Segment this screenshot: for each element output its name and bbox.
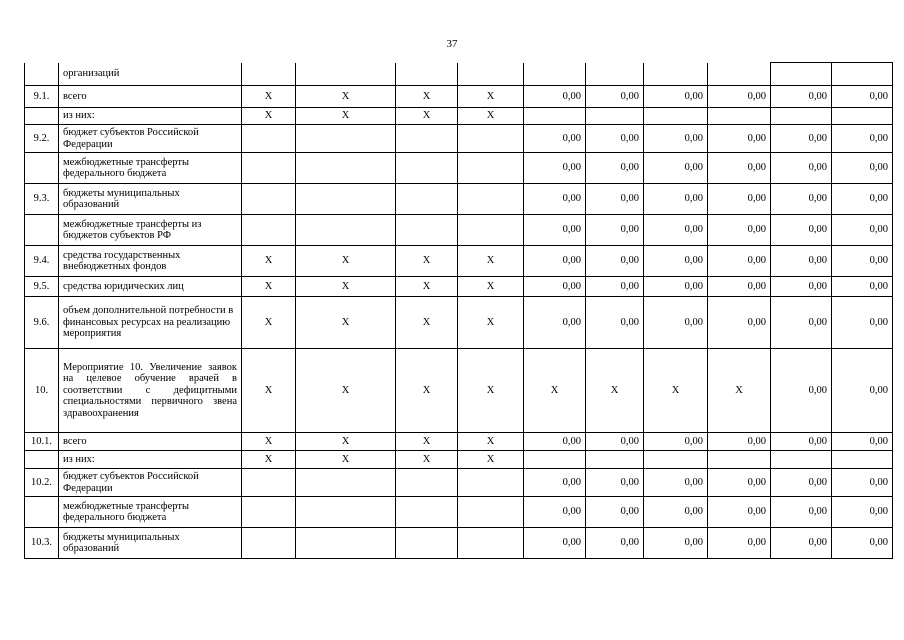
value-cell: X — [396, 349, 458, 433]
row-number-cell: 9.4. — [25, 246, 59, 277]
value-cell — [458, 184, 524, 215]
table-row — [25, 497, 893, 528]
value-cell: 0,00 — [832, 153, 893, 184]
value-cell: 0,00 — [771, 297, 832, 349]
value-cell — [296, 469, 396, 497]
value-cell: X — [296, 277, 396, 297]
value-cell: 0,00 — [771, 349, 832, 433]
row-name-cell: бюджет субъектов Российской Федерации — [59, 469, 242, 497]
value-cell: X — [458, 451, 524, 469]
value-cell: X — [458, 433, 524, 451]
value-cell: 0,00 — [644, 297, 708, 349]
value-cell — [458, 469, 524, 497]
value-cell — [458, 153, 524, 184]
value-cell: X — [296, 297, 396, 349]
value-cell: 0,00 — [832, 469, 893, 497]
value-cell: 0,00 — [524, 433, 586, 451]
value-cell — [708, 451, 771, 469]
value-cell: 0,00 — [771, 86, 832, 108]
value-cell: 0,00 — [524, 297, 586, 349]
row-number-cell — [25, 63, 59, 86]
value-cell: 0,00 — [644, 215, 708, 246]
value-cell: 0,00 — [586, 125, 644, 153]
row-number-cell — [25, 497, 59, 528]
value-cell: X — [242, 451, 296, 469]
value-cell — [296, 63, 396, 86]
value-cell — [458, 497, 524, 528]
row-number-cell: 9.3. — [25, 184, 59, 215]
row-number-cell — [25, 153, 59, 184]
value-cell: 0,00 — [586, 297, 644, 349]
value-cell: 0,00 — [586, 153, 644, 184]
value-cell — [644, 63, 708, 86]
value-cell: 0,00 — [586, 433, 644, 451]
value-cell: 0,00 — [708, 528, 771, 559]
value-cell — [458, 528, 524, 559]
value-cell — [296, 528, 396, 559]
value-cell: X — [242, 277, 296, 297]
table-row — [25, 297, 893, 349]
value-cell — [296, 497, 396, 528]
value-cell: 0,00 — [708, 153, 771, 184]
table-row — [25, 153, 893, 184]
value-cell: 0,00 — [771, 153, 832, 184]
value-cell — [296, 153, 396, 184]
value-cell: 0,00 — [524, 469, 586, 497]
value-cell — [396, 184, 458, 215]
value-cell: X — [644, 349, 708, 433]
value-cell: X — [458, 297, 524, 349]
value-cell: 0,00 — [771, 246, 832, 277]
value-cell: 0,00 — [708, 215, 771, 246]
value-cell: 0,00 — [771, 184, 832, 215]
table-row — [25, 277, 893, 297]
table-row — [25, 349, 893, 433]
value-cell: X — [296, 86, 396, 108]
row-number-cell: 9.2. — [25, 125, 59, 153]
value-cell — [832, 108, 893, 125]
value-cell: 0,00 — [832, 215, 893, 246]
value-cell — [524, 108, 586, 125]
value-cell: 0,00 — [771, 497, 832, 528]
value-cell: 0,00 — [586, 246, 644, 277]
value-cell: X — [296, 433, 396, 451]
value-cell: X — [396, 433, 458, 451]
value-cell: 0,00 — [708, 86, 771, 108]
value-cell: 0,00 — [832, 528, 893, 559]
value-cell — [708, 108, 771, 125]
value-cell: 0,00 — [586, 497, 644, 528]
value-cell: 0,00 — [771, 433, 832, 451]
value-cell — [296, 184, 396, 215]
value-cell: X — [458, 349, 524, 433]
value-cell: 0,00 — [524, 125, 586, 153]
value-cell — [296, 215, 396, 246]
value-cell — [242, 153, 296, 184]
value-cell — [396, 63, 458, 86]
value-cell: X — [458, 108, 524, 125]
value-cell: 0,00 — [832, 433, 893, 451]
value-cell: 0,00 — [708, 184, 771, 215]
value-cell: 0,00 — [832, 277, 893, 297]
value-cell — [524, 451, 586, 469]
value-cell — [396, 153, 458, 184]
row-number-cell: 9.5. — [25, 277, 59, 297]
financing-table — [24, 62, 893, 559]
value-cell: 0,00 — [644, 153, 708, 184]
row-name-cell: средства юридических лиц — [59, 277, 242, 297]
value-cell — [771, 108, 832, 125]
value-cell: X — [242, 86, 296, 108]
value-cell: 0,00 — [586, 86, 644, 108]
table-row — [25, 184, 893, 215]
value-cell: 0,00 — [832, 349, 893, 433]
value-cell: 0,00 — [644, 184, 708, 215]
value-cell — [586, 108, 644, 125]
row-name-cell: бюджет субъектов Российской Федерации — [59, 125, 242, 153]
value-cell — [458, 215, 524, 246]
value-cell: 0,00 — [832, 497, 893, 528]
value-cell: X — [296, 246, 396, 277]
row-number-cell: 10. — [25, 349, 59, 433]
row-name-cell: из них: — [59, 108, 242, 125]
value-cell: X — [242, 433, 296, 451]
value-cell — [396, 215, 458, 246]
value-cell: 0,00 — [586, 184, 644, 215]
row-name-cell: всего — [59, 86, 242, 108]
table-row — [25, 433, 893, 451]
row-number-cell: 9.6. — [25, 297, 59, 349]
value-cell — [458, 63, 524, 86]
row-number-cell — [25, 451, 59, 469]
value-cell: 0,00 — [708, 469, 771, 497]
value-cell — [242, 497, 296, 528]
value-cell: X — [708, 349, 771, 433]
value-cell — [586, 63, 644, 86]
value-cell: 0,00 — [771, 215, 832, 246]
value-cell — [771, 451, 832, 469]
value-cell: X — [396, 451, 458, 469]
value-cell: 0,00 — [832, 246, 893, 277]
value-cell — [396, 528, 458, 559]
row-number-cell: 10.2. — [25, 469, 59, 497]
value-cell: 0,00 — [586, 215, 644, 246]
value-cell — [396, 125, 458, 153]
table-row — [25, 451, 893, 469]
value-cell: X — [458, 277, 524, 297]
row-name-cell: Мероприятие 10. Увеличение заявок на целевое обучение врачей в соответствии с дефицитными специальностями первичного звена здравоохранения — [59, 349, 242, 433]
row-name-cell: из них: — [59, 451, 242, 469]
value-cell: 0,00 — [644, 86, 708, 108]
row-name-cell: бюджеты муниципальных образований — [59, 184, 242, 215]
value-cell: 0,00 — [586, 277, 644, 297]
table-row — [25, 108, 893, 125]
table-row — [25, 86, 893, 108]
value-cell: 0,00 — [832, 125, 893, 153]
value-cell: 0,00 — [524, 184, 586, 215]
value-cell — [242, 528, 296, 559]
value-cell: X — [396, 246, 458, 277]
value-cell: X — [296, 451, 396, 469]
row-number-cell: 9.1. — [25, 86, 59, 108]
value-cell: 0,00 — [708, 246, 771, 277]
value-cell: X — [396, 277, 458, 297]
value-cell: 0,00 — [708, 497, 771, 528]
value-cell — [396, 497, 458, 528]
value-cell: X — [242, 349, 296, 433]
value-cell: 0,00 — [644, 125, 708, 153]
value-cell: 0,00 — [644, 497, 708, 528]
value-cell: 0,00 — [832, 86, 893, 108]
value-cell — [396, 469, 458, 497]
table-row — [25, 469, 893, 497]
row-number-cell — [25, 108, 59, 125]
table-body — [25, 63, 893, 559]
value-cell: X — [524, 349, 586, 433]
value-cell: X — [396, 108, 458, 125]
value-cell: 0,00 — [644, 246, 708, 277]
row-name-cell: объем дополнительной потребности в финансовых ресурсах на реализацию мероприятия — [59, 297, 242, 349]
value-cell: 0,00 — [708, 277, 771, 297]
value-cell: 0,00 — [708, 125, 771, 153]
value-cell — [242, 125, 296, 153]
value-cell — [524, 63, 586, 86]
row-name-cell: бюджеты муниципальных образований — [59, 528, 242, 559]
value-cell: 0,00 — [586, 528, 644, 559]
value-cell: X — [458, 86, 524, 108]
table-row — [25, 528, 893, 559]
value-cell: 0,00 — [586, 469, 644, 497]
row-name-cell: всего — [59, 433, 242, 451]
row-name-cell: межбюджетные трансферты федерального бюджета — [59, 497, 242, 528]
row-number-cell: 10.3. — [25, 528, 59, 559]
value-cell — [242, 215, 296, 246]
row-name-cell: межбюджетные трансферты из бюджетов субъектов РФ — [59, 215, 242, 246]
value-cell — [242, 184, 296, 215]
value-cell: 0,00 — [644, 433, 708, 451]
value-cell: 0,00 — [644, 528, 708, 559]
page-number: 37 — [446, 38, 458, 50]
value-cell: X — [396, 86, 458, 108]
row-number-cell: 10.1. — [25, 433, 59, 451]
value-cell: 0,00 — [832, 184, 893, 215]
value-cell: 0,00 — [524, 528, 586, 559]
value-cell: 0,00 — [644, 277, 708, 297]
value-cell: 0,00 — [832, 297, 893, 349]
value-cell: X — [242, 297, 296, 349]
value-cell: X — [296, 108, 396, 125]
value-cell: 0,00 — [771, 125, 832, 153]
value-cell: X — [396, 297, 458, 349]
value-cell — [586, 451, 644, 469]
value-cell — [458, 125, 524, 153]
value-cell: 0,00 — [524, 497, 586, 528]
value-cell: X — [458, 246, 524, 277]
table-row — [25, 63, 893, 86]
value-cell — [832, 63, 893, 86]
value-cell: 0,00 — [708, 433, 771, 451]
value-cell — [242, 63, 296, 86]
value-cell: 0,00 — [771, 277, 832, 297]
value-cell — [771, 63, 832, 86]
value-cell — [242, 469, 296, 497]
value-cell — [832, 451, 893, 469]
row-number-cell — [25, 215, 59, 246]
value-cell — [708, 63, 771, 86]
value-cell: 0,00 — [524, 86, 586, 108]
value-cell: 0,00 — [524, 153, 586, 184]
table-row — [25, 215, 893, 246]
value-cell: X — [242, 108, 296, 125]
row-name-cell: организаций — [59, 63, 242, 86]
value-cell: 0,00 — [524, 215, 586, 246]
value-cell: 0,00 — [644, 469, 708, 497]
value-cell: X — [296, 349, 396, 433]
value-cell: 0,00 — [524, 246, 586, 277]
table-row — [25, 125, 893, 153]
value-cell: 0,00 — [708, 297, 771, 349]
value-cell — [644, 451, 708, 469]
row-name-cell: межбюджетные трансферты федерального бюджета — [59, 153, 242, 184]
value-cell: 0,00 — [771, 469, 832, 497]
value-cell: 0,00 — [524, 277, 586, 297]
value-cell — [296, 125, 396, 153]
value-cell: X — [242, 246, 296, 277]
row-name-cell: средства государственных внебюджетных фондов — [59, 246, 242, 277]
value-cell: X — [586, 349, 644, 433]
table-row — [25, 246, 893, 277]
value-cell: 0,00 — [771, 528, 832, 559]
value-cell — [644, 108, 708, 125]
